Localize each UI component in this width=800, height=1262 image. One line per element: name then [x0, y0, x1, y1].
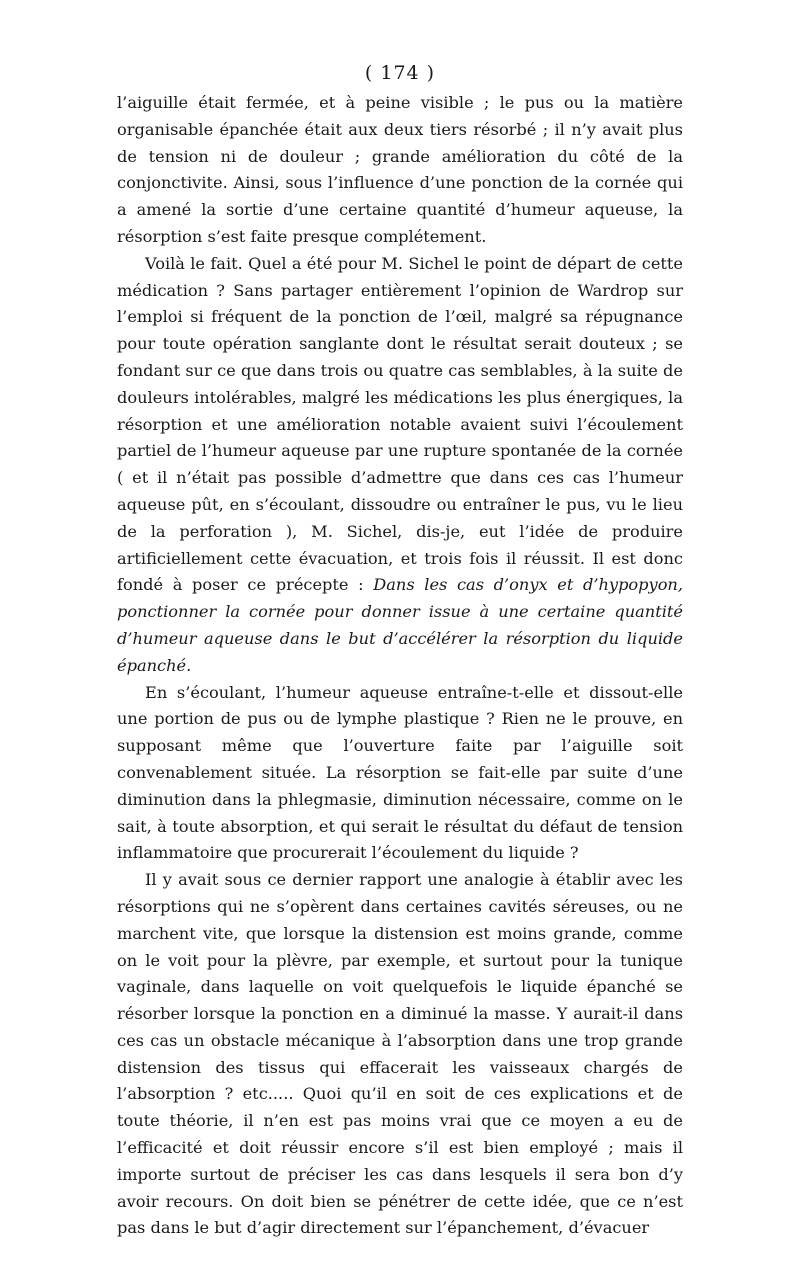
paragraph [117, 867, 683, 1242]
italic-precept: Dans les cas d’onyx et d’hypopyon, ponctionner la cornée pour donner issue à une certaine quantité d’humeur aqueuse dans le but d’accélérer la résorption du liquide épanché. [117, 575, 684, 675]
paragraph-text: Il y avait sous ce dernier rapport une analogie à établir avec les résorptions qui ne s’opèrent dans certaines cavités séreuses, ou ne marchent vite, que lorsque la distension est moins grande, comme on le voit pour la plèvre, par exemple, et surtout pour la tunique vaginale, dans laquelle on voit quelquefois le liquide épanché se résorber lorsque la ponction en a diminué la masse. Y aurait-il dans ces cas un obstacle mécanique à l’absorption dans une trop grande distension des tissus qui effacerait les vaisseaux chargés de l’absorption ? etc..... Quoi qu’il en soit de ces explications et de toute théorie, il n’en est pas moins vrai que ce moyen a eu de l’efficacité et doit réussir encore s’il est bien employé ; mais il importe surtout de préciser les cas dans lesquels il sera bon d’y avoir recours. On doit bien se pénétrer de cette idée, que ce n’est pas dans le but d’agir directement sur l’épanchement, d’évacuer [117, 870, 683, 1238]
page-number: ( 174 ) [364, 62, 436, 84]
paragraph [117, 251, 683, 680]
paragraph [117, 680, 683, 868]
paragraph-text: En s’écoulant, l’humeur aqueuse entraîne-t-elle et dissout-elle une portion de pus ou de lymphe plastique ? Rien ne le prouve, en supposant même que l’ouverture faite par l’aiguille soit convenablement située. La résorption se fait-elle par suite d’une diminution dans la phlegmasie, diminution nécessaire, comme on le sait, à toute absorption, et qui serait le résultat du défaut de tension inflammatoire que procurerait l’écoulement du liquide ? [117, 682, 683, 863]
paragraph [117, 90, 683, 251]
paragraph-text: l’aiguille était fermée, et à peine visible ; le pus ou la matière organisable épanchée était aux deux tiers résorbé ; il n’y avait plus de tension ni de douleur ; grande amélioration du côté de la conjonctivite. Ainsi, sous l’influence d’une ponction de la cornée qui a amené la sortie d’une certaine quantité d’humeur aqueuse, la résorption s’est faite presque complétement. [117, 93, 683, 246]
body-text [117, 90, 683, 1242]
paragraph-text: Voilà le fait. Quel a été pour M. Sichel le point de départ de cette médication ? Sans partager entièrement l’opinion de Wardrop sur l’emploi si fréquent de la ponction de l’œil, malgré sa répugnance pour toute opération sanglante dont le résultat serait douteux ; se fondant sur ce que dans trois ou quatre cas semblables, à la suite de douleurs intolérables, malgré les médications les plus énergiques, la résorption et une amélioration notable avaient suivi l’écoulement partiel de l’humeur aqueuse par une rupture spontanée de la cornée ( et il n’était pas possible d’admettre que dans ces cas l’humeur aqueuse pût, en s’écoulant, dissoudre ou entraîner le pus, vu le lieu de la perforation ), M. Sichel, dis-je, eut l’idée de produire artificiellement cette évacuation, et trois fois il réussit. Il est donc fondé à poser ce précepte : [117, 253, 683, 595]
